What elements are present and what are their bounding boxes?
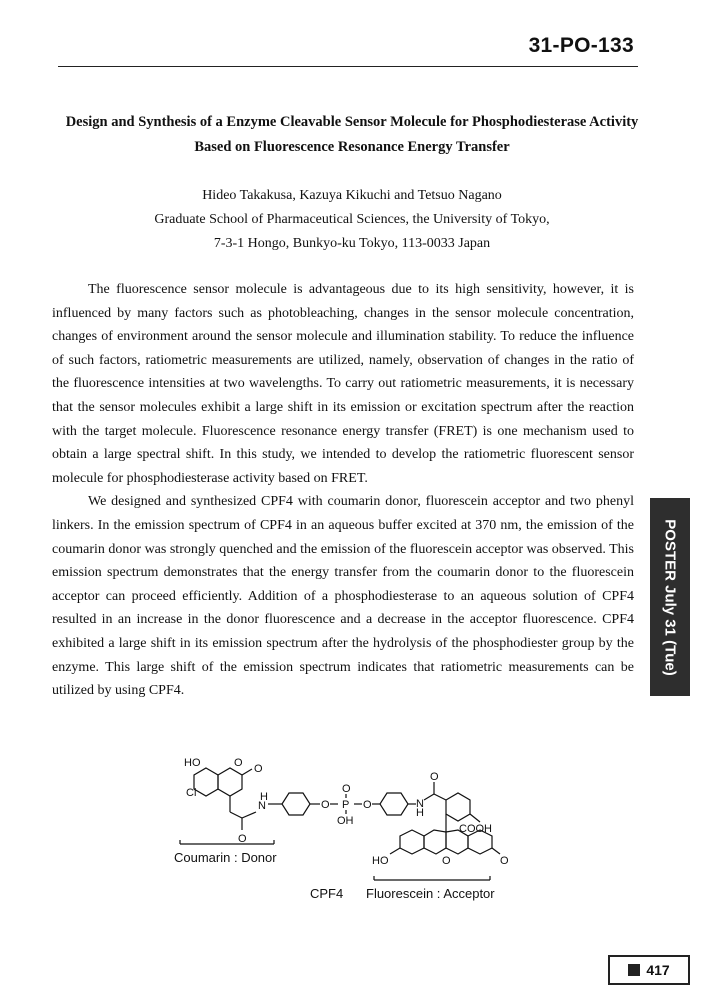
header-rule — [58, 66, 638, 67]
atom-o-xanthene: O — [442, 855, 451, 867]
atom-p: P — [342, 799, 350, 811]
ch2-co-bond — [230, 812, 242, 818]
atom-o-link-1: O — [321, 799, 330, 811]
chemical-structure-diagram — [150, 752, 550, 912]
paper-title — [40, 110, 664, 160]
keto-bond-2 — [492, 848, 500, 854]
coumarin-ring-a — [194, 768, 218, 796]
atom-h-amide-1: H — [260, 791, 268, 803]
phenyl-linker-1 — [282, 793, 310, 815]
co-aryl-bond — [434, 794, 446, 800]
phenyl-linker-2 — [380, 793, 408, 815]
atom-o-ring: O — [234, 757, 243, 769]
title-line-2: Based on Fluorescence Resonance Energy Transfer — [194, 139, 510, 155]
atom-o-link-2: O — [363, 799, 372, 811]
page-number: 417 — [646, 962, 670, 978]
author-affiliation: Graduate School of Pharmaceutical Sciences, the University of Tokyo, — [154, 212, 550, 227]
paragraph-1: The fluorescence sensor molecule is advantageous due to its high sensitivity, however, it is influenced by many factors such as photobleaching, changes in the sensor molecule concentration, changes of environment around the sensor molecule and illumination stability. To reduce the influence of such factors, ratiometric measurements are utilized, namely, observation of changes in the ratio of the fluorescence intensities at two wavelengths. To carry out ratiometric measurements, it is necessary that the sensor molecules exhibit a large shift in its emission or excitation spectrum after the reaction with the target molecule. Fluorescence resonance energy transfer (FRET) is one mechanism used to obtain a large spectral shift. In this study, we intended to develop the ratiometric fluorescent sensor molecule for phosphodiesterase activity based on FRET. — [52, 282, 634, 486]
atom-cl: Cl — [186, 787, 197, 799]
atom-o-amide-1: O — [238, 833, 247, 845]
atom-h-amide-2: H — [416, 807, 424, 819]
atom-n-amide-1: N — [258, 800, 266, 812]
paragraph-2: We designed and synthesized CPF4 with coumarin donor, fluorescein acceptor and two phenyl linkers. In the emission spectrum of CPF4 in an aqueous buffer excited at 370 nm, the emission of the coumarin donor was strongly quenched and the emission of the fluorescein acceptor was observed. This emission spectrum demonstrates that the energy transfer from the coumarin donor to the fluorescein acceptor can proceed efficiently. Addition of a phosphodiesterase to an aqueous solution of CPF4 resulted in an increase in the donor fluorescence and a decrease in the acceptor fluorescence. CPF4 exhibited a large shift in its emission spectrum after the hydrolysis of the phosphodiester group by the enzyme. This large shift of the emission spectrum indicates that ratiometric measurements can be utilized by using CPF4. — [52, 494, 634, 699]
atom-oh: OH — [337, 815, 354, 827]
abstract-body — [52, 278, 634, 703]
atom-o-keto-1: O — [254, 763, 263, 775]
author-names: Hideo Takakusa, Kazuya Kikuchi and Tetsuo Nagano — [202, 188, 502, 203]
cpf4-structure — [150, 752, 550, 912]
atom-o-amide-2: O — [430, 771, 439, 783]
acceptor-label: Fluorescein : Acceptor — [366, 886, 495, 901]
poster-date-label: POSTER July 31 (Tue) — [661, 518, 679, 676]
ho-bond-2 — [390, 848, 400, 854]
page-number-box — [608, 955, 690, 985]
keto-bond-1 — [242, 769, 252, 775]
atom-o-keto-2: O — [500, 855, 509, 867]
abstract-code: 31-PO-133 — [528, 34, 634, 57]
amide-cn-2 — [424, 794, 434, 800]
amide-cn-1 — [242, 812, 256, 818]
title-line-1: Design and Synthesis of a Enzyme Cleavable Sensor Molecule for Phosphodiesterase Activity — [65, 114, 639, 130]
atom-ho-1: HO — [184, 757, 201, 769]
cooh-bond — [470, 814, 480, 822]
xanthene-ring-left — [424, 830, 446, 854]
xanthene-ring-outer-left — [400, 830, 424, 854]
atom-n-amide-2: N — [416, 798, 424, 810]
atom-o-top: O — [342, 783, 351, 795]
poster-date-tab — [650, 498, 690, 696]
author-address: 7-3-1 Hongo, Bunkyo-ku Tokyo, 113-0033 Japan — [213, 236, 491, 251]
atom-cooh: COOH — [459, 823, 492, 835]
coumarin-ring-b — [218, 768, 242, 796]
compound-label: CPF4 — [310, 886, 344, 901]
atom-ho-2: HO — [372, 855, 389, 867]
donor-label: Coumarin : Donor — [174, 850, 277, 865]
author-block — [40, 184, 664, 256]
benzoic-ring — [446, 793, 470, 821]
square-icon — [628, 964, 640, 976]
